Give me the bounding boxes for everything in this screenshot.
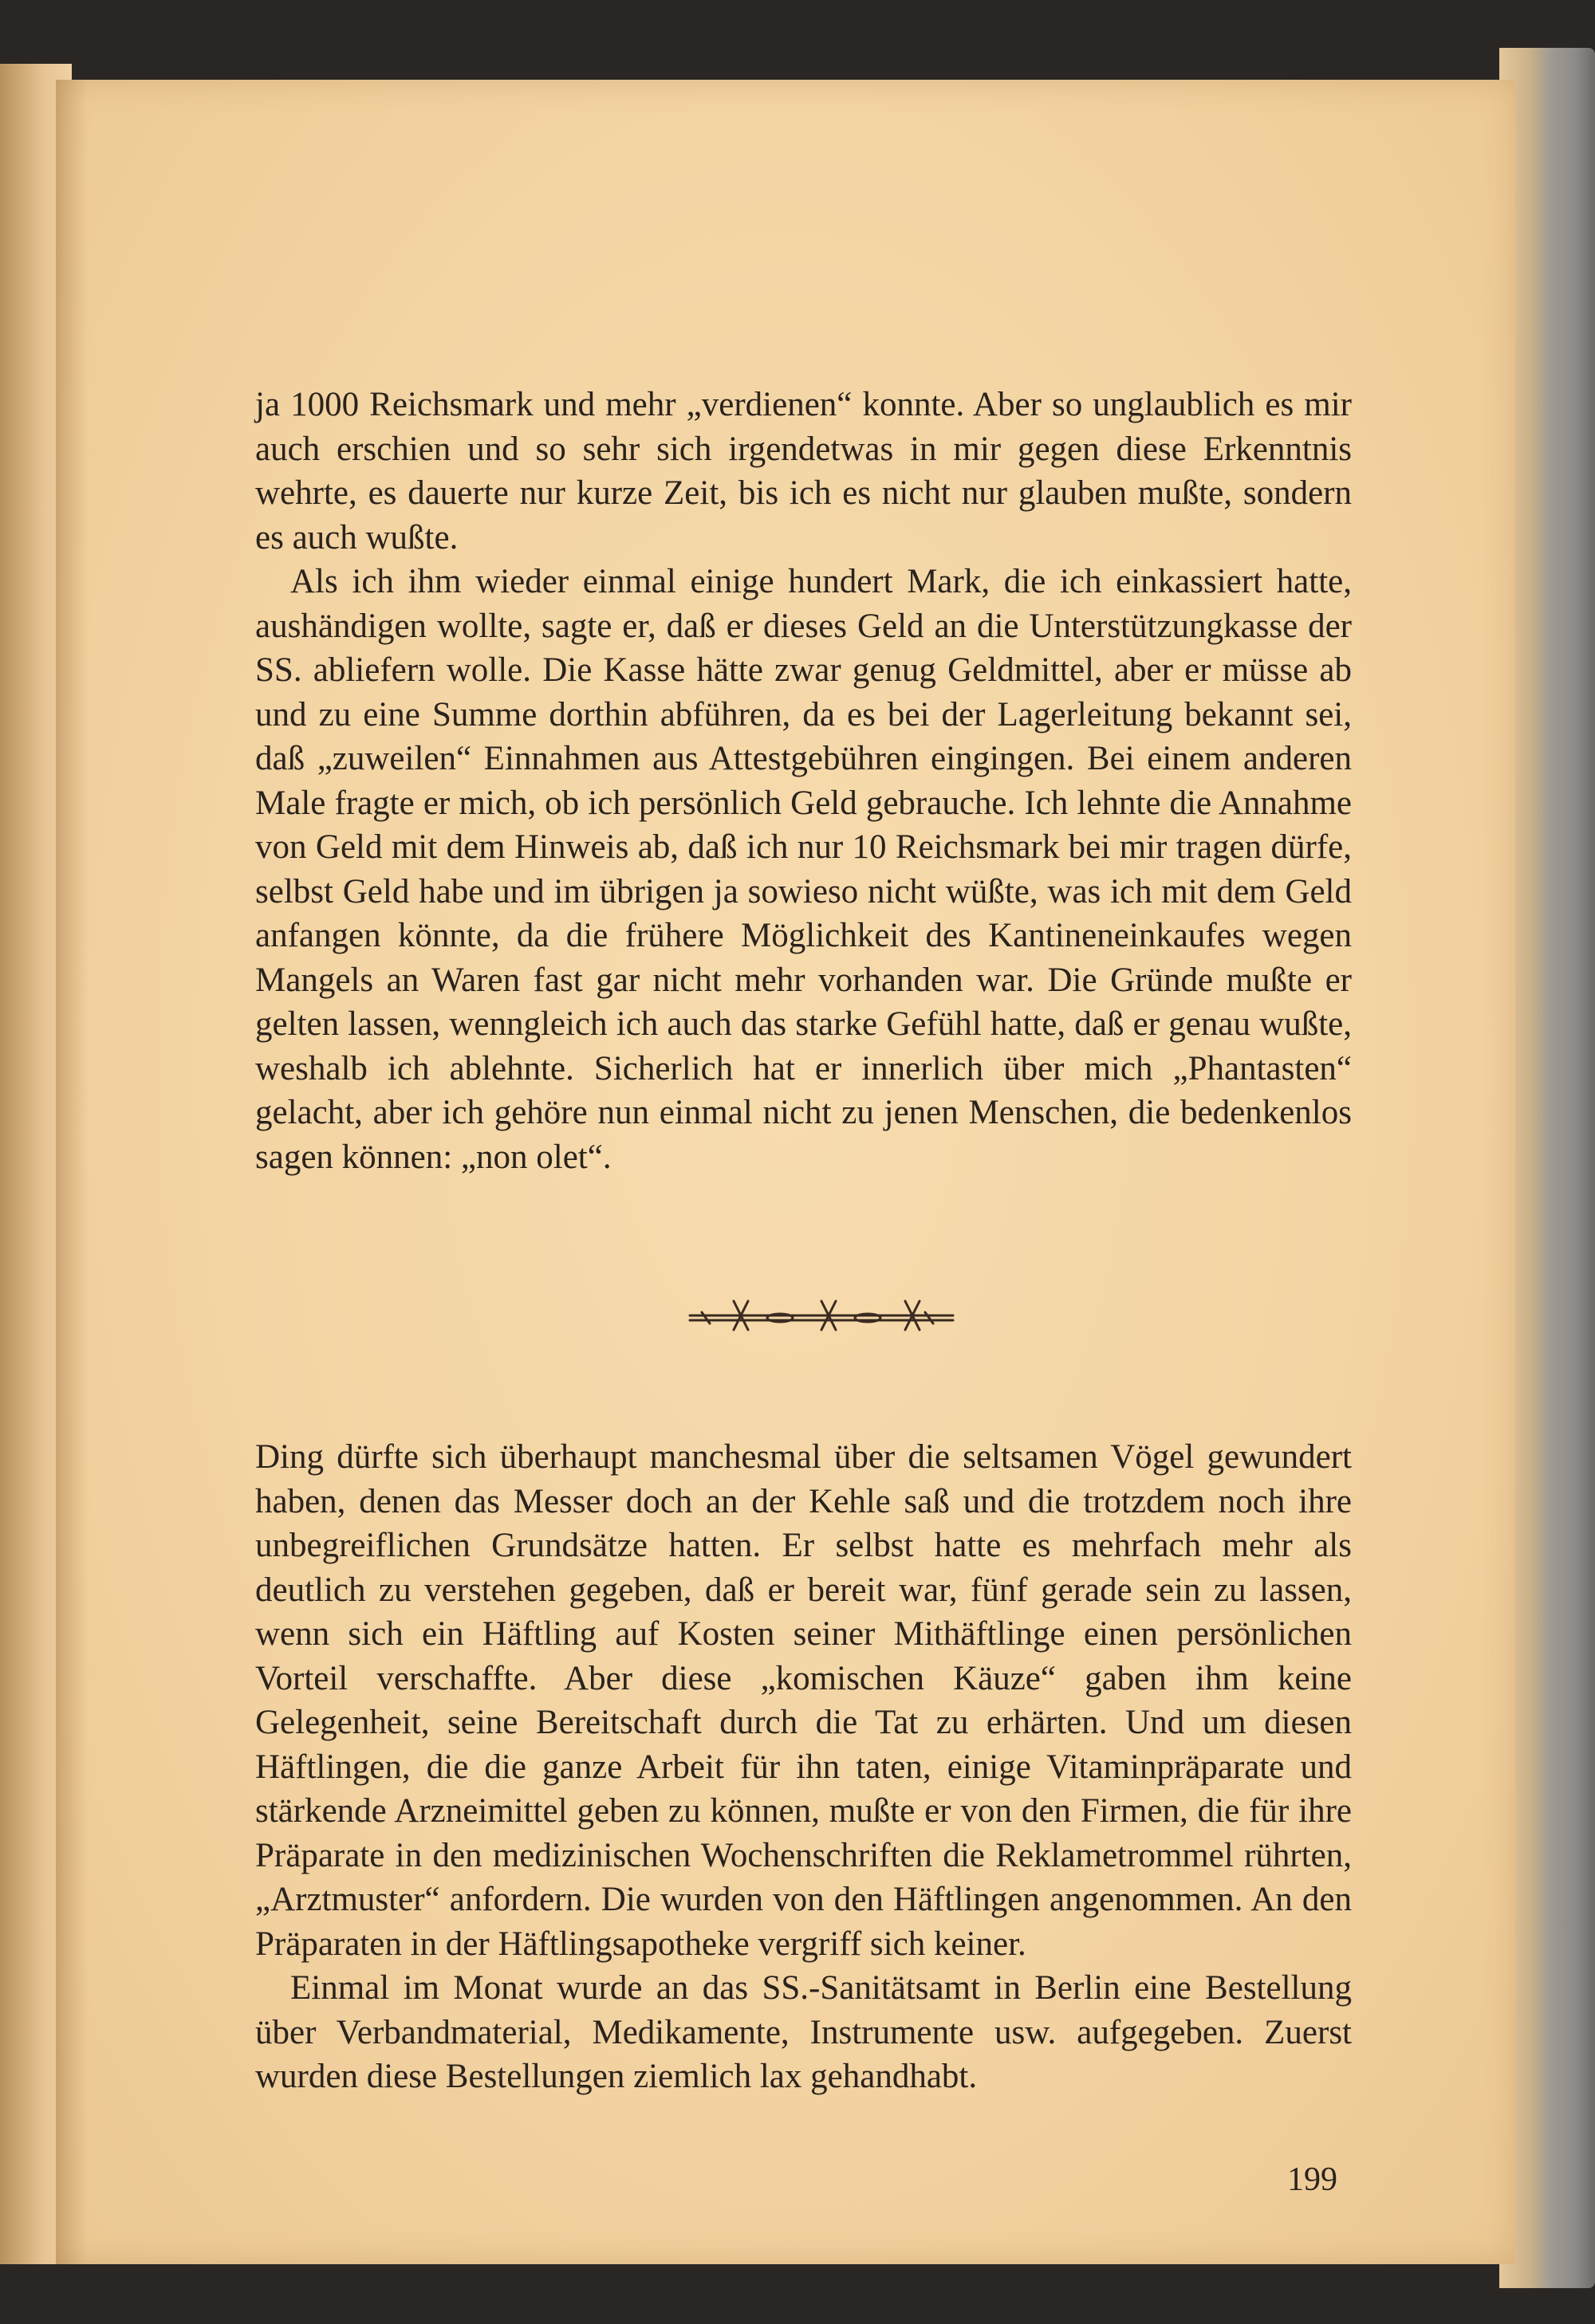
paragraph: ja 1000 Reichsmark und mehr „verdienen“ konnte. Aber so unglaublich es mir auch erschien und so sehr sich irgendetwas in mir gegen diese Erkenntnis wehrte, es dauerte nur kurze Zeit, bis ich es nicht nur glauben mußte, sondern es auch wußte. bbox=[255, 386, 1352, 556]
paragraph: Als ich ihm wieder einmal einige hundert Mark, die ich einkassiert hatte, aushändigen wollte, sagte er, daß er dieses Geld an die Unterstützungkasse der SS. abliefern wolle. Die Kasse hätte zwar genug Geldmittel, aber er müsse ab und zu eine Summe dorthin abführen, da es bei der Lagerleitung bekannt sei, daß „zuweilen“ Einnahmen aus Attestgebühren eingingen. Bei einem anderen Male fragte er mich, ob ich persönlich Geld gebrauche. Ich lehnte die Annahme von Geld mit dem Hinweis ab, daß ich nur 10 Reichsmark bei mir tragen dürfe, selbst Geld habe und im übrigen ja sowieso nicht wüßte, was ich mit dem Geld anfangen könnte, da die frühere Möglichkeit des Kantineneinkaufes wegen Mangels an Waren fast gar nicht mehr vorhanden war. Die Gründe mußte er gelten lassen, wenngleich ich auch das starke Gefühl hatte, daß er genau wußte, weshalb ich ablehnte. Sicherlich hat er innerlich über mich „Phantasten“ gelacht, aber ich gehöre nun einmal nicht zu jenen Menschen, die bedenkenlos sagen können: „non olet“. bbox=[255, 563, 1352, 1176]
text-section-lower bbox=[255, 1435, 1352, 2099]
page-number: 199 bbox=[1287, 2161, 1337, 2198]
barbed-wire-ornament-icon bbox=[686, 1292, 957, 1339]
paragraph: Einmal im Monat wurde an das SS.-Sanitätsamt in Berlin eine Bestellung über Verbandmaterial, Medikamente, Instrumente usw. aufgegeben. Zuerst wurden diese Bestellungen ziemlich lax gehandhabt. bbox=[255, 1969, 1352, 2095]
book-page bbox=[56, 80, 1515, 2264]
paragraph: Ding dürfte sich überhaupt manchesmal über die seltsamen Vögel gewundert haben, denen das Messer doch an der Kehle saß und die trotzdem noch ihre unbegreiflichen Grundsätze hatten. Er selbst hatte es mehrfach mehr als deutlich zu verstehen gegeben, daß er bereit war, fünf gerade sein zu lassen, wenn sich ein Häftling auf Kosten seiner Mithäftlinge einen persönlichen Vorteil verschaffte. Aber diese „komischen Käuze“ gaben ihm keine Gelegenheit, seine Bereitschaft durch die Tat zu erhärten. Und um diesen Häftlingen, die die ganze Arbeit für ihn taten, einige Vitaminpräparate und stärkende Arzneimittel geben zu können, mußte er von den Firmen, die für ihre Präparate in den medizinischen Wochenschriften die Reklametrommel rührten, „Arztmuster“ anfordern. Die wurden von den Häftlingen angenommen. An den Präparaten in der Häftlingsapotheke vergriff sich keiner. bbox=[255, 1438, 1352, 1963]
text-section-upper bbox=[255, 383, 1352, 1179]
